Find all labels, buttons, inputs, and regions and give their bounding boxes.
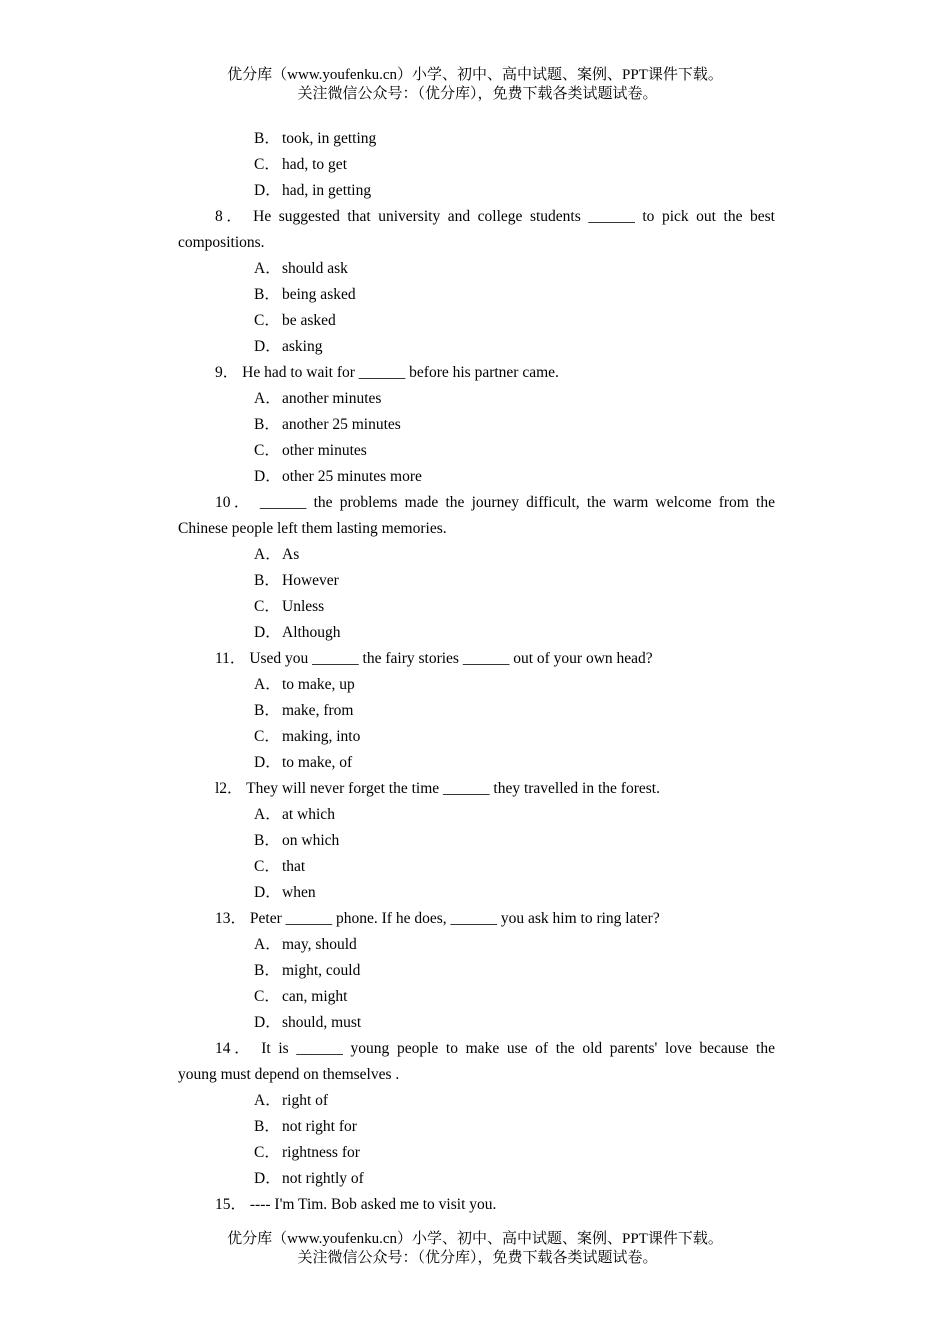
question-number: 14． (215, 1040, 254, 1057)
question-text: He had to wait for ______ before his partner came. (242, 364, 559, 381)
option-label: A． (254, 546, 281, 563)
question-stem-continued: young must depend on themselves . (178, 1066, 400, 1083)
option-label: B． (254, 130, 280, 147)
option-text: took, in getting (282, 130, 377, 147)
question-number: 13． (215, 910, 247, 927)
option-text: right of (282, 1092, 329, 1109)
question-text: They will never forget the time ______ they travelled in the forest. (246, 780, 660, 797)
question-number: 8． (215, 208, 246, 225)
option-text: at which (282, 806, 335, 823)
option-item (178, 152, 775, 178)
option-text: may, should (282, 936, 357, 953)
option-label: D． (254, 468, 281, 485)
option-label: A． (254, 936, 281, 953)
question-number: 11． (215, 650, 246, 667)
option-text: Unless (282, 598, 325, 615)
option-item (178, 1140, 775, 1166)
option-item (178, 958, 775, 984)
option-item (178, 828, 775, 854)
prev-question-options (178, 126, 775, 204)
option-item (178, 178, 775, 204)
option-text: another minutes (282, 390, 382, 407)
option-label: B． (254, 416, 280, 433)
option-item (178, 724, 775, 750)
question-stem (178, 204, 775, 230)
option-text: on which (282, 832, 340, 849)
option-label: B． (254, 702, 280, 719)
option-item (178, 464, 775, 490)
question-9 (178, 360, 775, 490)
option-label: B． (254, 286, 280, 303)
option-item (178, 256, 775, 282)
option-text: not right for (282, 1118, 357, 1135)
question-stem (178, 1036, 775, 1062)
question-stem (178, 360, 775, 386)
option-label: C． (254, 988, 280, 1005)
question-10 (178, 490, 775, 646)
option-label: B． (254, 1118, 280, 1135)
option-item (178, 568, 775, 594)
option-label: C． (254, 1144, 280, 1161)
option-label: D． (254, 182, 281, 199)
option-item (178, 672, 775, 698)
question-stem (178, 490, 775, 516)
question-stem (178, 906, 775, 932)
option-label: D． (254, 624, 281, 641)
option-label: D． (254, 1170, 281, 1187)
option-text: make, from (282, 702, 354, 719)
option-item (178, 126, 775, 152)
page-header (0, 66, 950, 104)
option-label: C． (254, 598, 280, 615)
question-15 (178, 1192, 775, 1218)
option-item (178, 880, 775, 906)
option-label: C． (254, 312, 280, 329)
option-label: D． (254, 338, 281, 355)
question-number: l2． (215, 780, 243, 797)
header-line-2: 关注微信公众号：（优分库），免费下载各类试题试卷。 (297, 86, 658, 102)
option-label: B． (254, 832, 280, 849)
option-label: A． (254, 260, 281, 277)
option-text: not rightly of (282, 1170, 364, 1187)
option-text: had, to get (282, 156, 347, 173)
option-text: rightness for (282, 1144, 360, 1161)
option-label: C． (254, 156, 280, 173)
option-item (178, 698, 775, 724)
option-label: D． (254, 1014, 281, 1031)
option-text: to make, of (282, 754, 353, 771)
footer-line-2: 关注微信公众号：（优分库），免费下载各类试题试卷。 (297, 1250, 658, 1266)
question-14 (178, 1036, 775, 1192)
option-text: be asked (282, 312, 336, 329)
option-label: A． (254, 806, 281, 823)
option-item (178, 984, 775, 1010)
option-label: B． (254, 962, 280, 979)
option-item (178, 1010, 775, 1036)
option-text: making, into (282, 728, 361, 745)
option-item (178, 308, 775, 334)
option-item (178, 750, 775, 776)
option-text: asking (282, 338, 323, 355)
option-text: However (282, 572, 339, 589)
option-text: had, in getting (282, 182, 372, 199)
question-number: 9． (215, 364, 239, 381)
question-text: Peter ______ phone. If he does, ______ you ask him to ring later? (249, 910, 660, 927)
option-item (178, 386, 775, 412)
option-item (178, 334, 775, 360)
question-stem (178, 646, 775, 672)
question-stem-continued: Chinese people left them lasting memories. (178, 520, 447, 537)
option-item (178, 542, 775, 568)
option-text: other minutes (282, 442, 367, 459)
option-item (178, 1088, 775, 1114)
question-8 (178, 204, 775, 360)
option-label: D． (254, 884, 281, 901)
question-stem-continued: compositions. (178, 234, 265, 251)
option-text: other 25 minutes more (282, 468, 422, 485)
option-item (178, 932, 775, 958)
option-label: C． (254, 728, 280, 745)
option-item (178, 620, 775, 646)
question-text: Used you ______ the fairy stories ______ out of your own head? (249, 650, 653, 667)
option-item (178, 438, 775, 464)
option-item (178, 854, 775, 880)
question-12 (178, 776, 775, 906)
footer-line-1: 优分库（www.youfenku.cn）小学、初中、高中试题、案例、PPT课件下载。 (227, 1231, 723, 1247)
option-item (178, 594, 775, 620)
option-label: B． (254, 572, 280, 589)
option-label: D． (254, 754, 281, 771)
question-text: ---- I'm Tim. Bob asked me to visit you. (249, 1196, 497, 1213)
question-13 (178, 906, 775, 1036)
option-text: might, could (282, 962, 361, 979)
question-list (178, 126, 775, 1218)
option-item (178, 1166, 775, 1192)
option-label: A． (254, 676, 281, 693)
option-item (178, 412, 775, 438)
option-text: another 25 minutes (282, 416, 401, 433)
option-text: should, must (282, 1014, 362, 1031)
option-text: can, might (282, 988, 348, 1005)
question-text: It is ______ young people to make use of the old parents' love because the (261, 1040, 775, 1057)
option-text: Although (282, 624, 341, 641)
option-text: should ask (282, 260, 348, 277)
question-text: ______ the problems made the journey difficult, the warm welcome from the (259, 494, 775, 511)
option-text: As (282, 546, 300, 563)
option-item (178, 802, 775, 828)
option-label: C． (254, 442, 280, 459)
option-label: A． (254, 390, 281, 407)
option-label: C． (254, 858, 280, 875)
page-footer (0, 1230, 950, 1268)
question-number: 10． (215, 494, 253, 511)
option-text: that (282, 858, 306, 875)
question-11 (178, 646, 775, 776)
option-text: when (282, 884, 316, 901)
option-text: being asked (282, 286, 356, 303)
option-item (178, 1114, 775, 1140)
option-label: A． (254, 1092, 281, 1109)
option-item (178, 282, 775, 308)
question-stem (178, 1192, 775, 1218)
question-text: He suggested that university and college students ______ to pick out the best (253, 208, 775, 225)
option-text: to make, up (282, 676, 355, 693)
question-number: 15． (215, 1196, 247, 1213)
question-stem (178, 776, 775, 802)
header-line-1: 优分库（www.youfenku.cn）小学、初中、高中试题、案例、PPT课件下载。 (227, 67, 723, 83)
